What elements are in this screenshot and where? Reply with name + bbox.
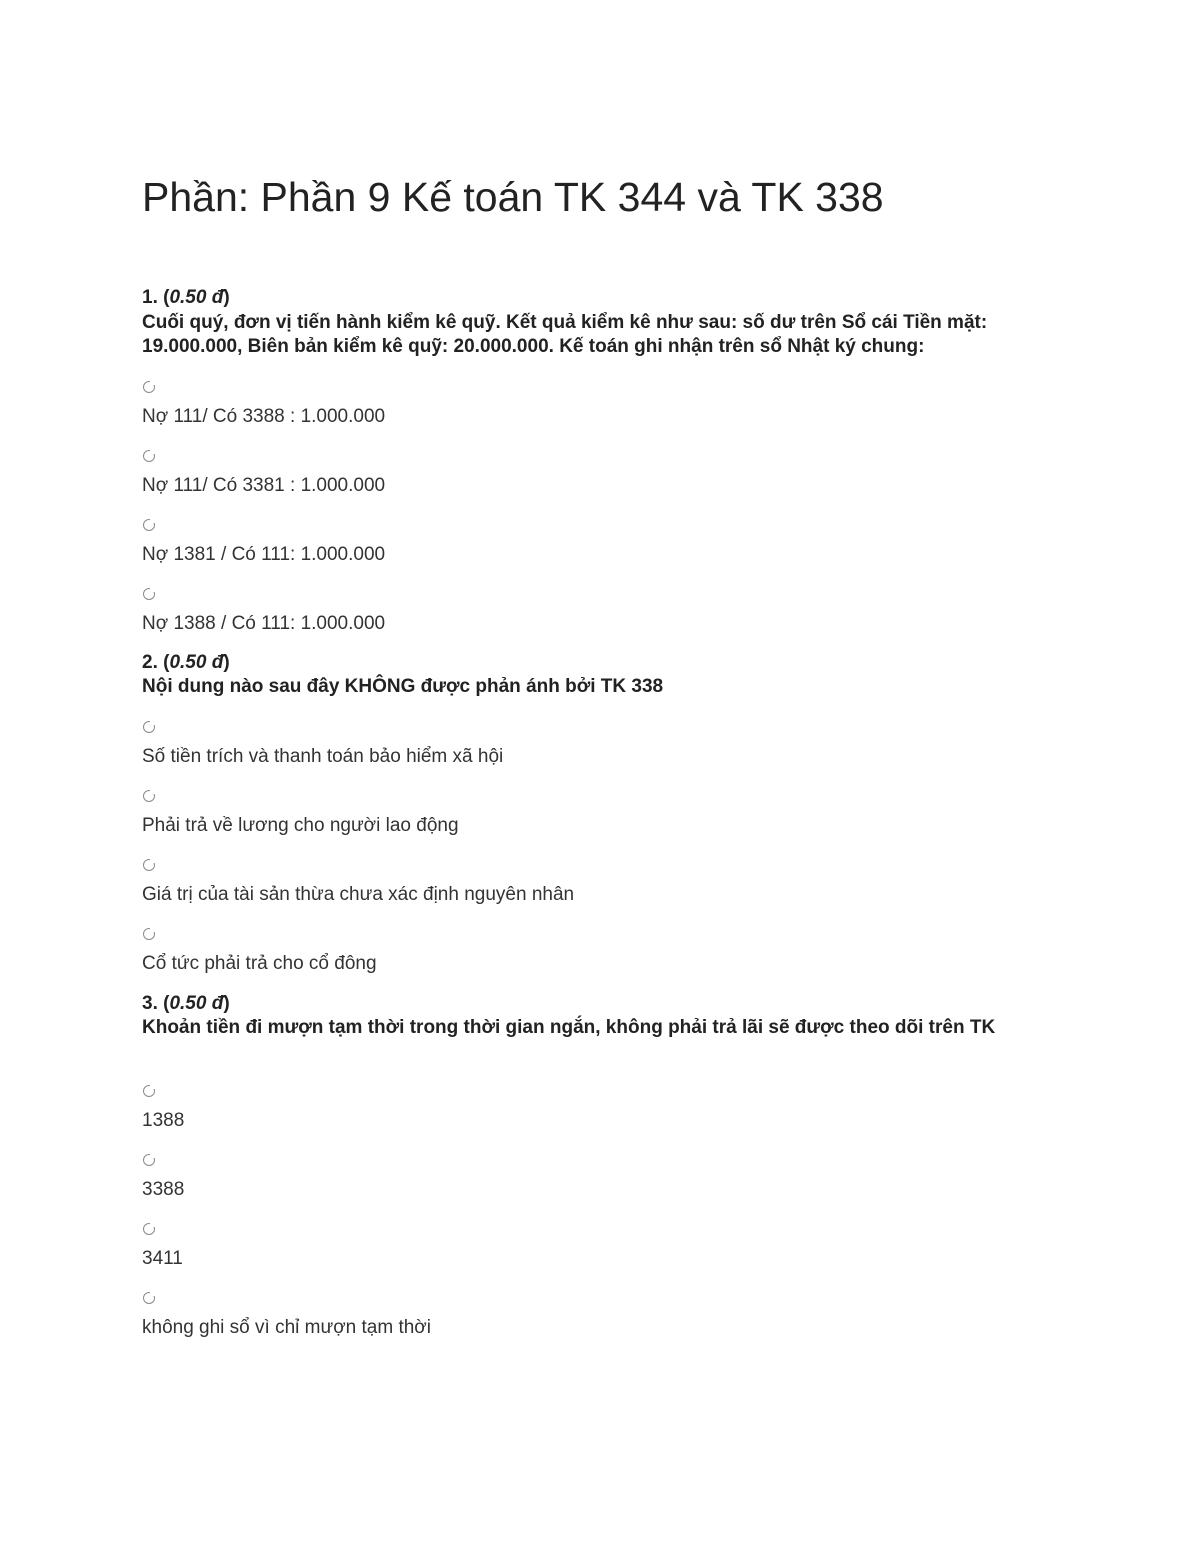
question-number: 1. ( [142,287,170,308]
question-3-header [142,992,230,1016]
radio-button[interactable] [143,928,155,940]
answer-option: 3388 [142,1179,185,1200]
radio-button[interactable] [143,1154,155,1166]
answer-option: Nợ 111/ Có 3388 : 1.000.000 [142,406,386,427]
radio-button[interactable] [143,721,155,733]
radio-button[interactable] [143,519,155,531]
question-1-text: Cuối quý, đơn vị tiến hành kiểm kê quỹ. Kết quả kiểm kê như sau: số dư trên Sổ cái Tiền mặt: 19.000.000, Biên bản kiểm kê quỹ: 20.000.000. Kế toán ghi nhận trên sổ Nhật ký chung: [142,312,988,357]
question-1-header [142,286,230,310]
radio-button[interactable] [143,859,155,871]
question-points: 0.50 đ [169,993,224,1014]
question-points-close: ) [223,652,230,673]
answer-option: 3411 [142,1248,183,1269]
question-number: 2. ( [142,652,170,673]
question-points: 0.50 đ [169,287,224,308]
radio-button[interactable] [143,790,155,802]
question-points-close: ) [223,287,230,308]
answer-option: Nợ 1381 / Có 111: 1.000.000 [142,544,386,565]
question-points-close: ) [223,993,230,1014]
answer-option: Phải trả về lương cho người lao động [142,815,459,836]
radio-button[interactable] [143,1223,155,1235]
question-number: 3. ( [142,993,170,1014]
radio-button[interactable] [143,1292,155,1304]
radio-button[interactable] [143,381,155,393]
answer-option: Nợ 111/ Có 3381 : 1.000.000 [142,475,386,496]
question-2-text: Nội dung nào sau đây KHÔNG được phản ánh bởi TK 338 [142,676,664,697]
question-3-text: Khoản tiền đi mượn tạm thời trong thời gian ngắn, không phải trả lãi sẽ được theo dõi trên TK [142,1017,996,1038]
answer-option: Số tiền trích và thanh toán bảo hiểm xã hội [142,746,504,767]
answer-option: không ghi sổ vì chỉ mượn tạm thời [142,1317,431,1338]
answer-option: Cổ tức phải trả cho cổ đông [142,953,377,974]
radio-button[interactable] [143,588,155,600]
page-title: Phần: Phần 9 Kế toán TK 344 và TK 338 [142,174,884,220]
answer-option: Nợ 1388 / Có 111: 1.000.000 [142,613,386,634]
radio-button[interactable] [143,1085,155,1097]
question-points: 0.50 đ [169,652,224,673]
radio-button[interactable] [143,450,155,462]
answer-option: 1388 [142,1110,185,1131]
question-2-header [142,651,230,675]
answer-option: Giá trị của tài sản thừa chưa xác định nguyên nhân [142,884,575,905]
